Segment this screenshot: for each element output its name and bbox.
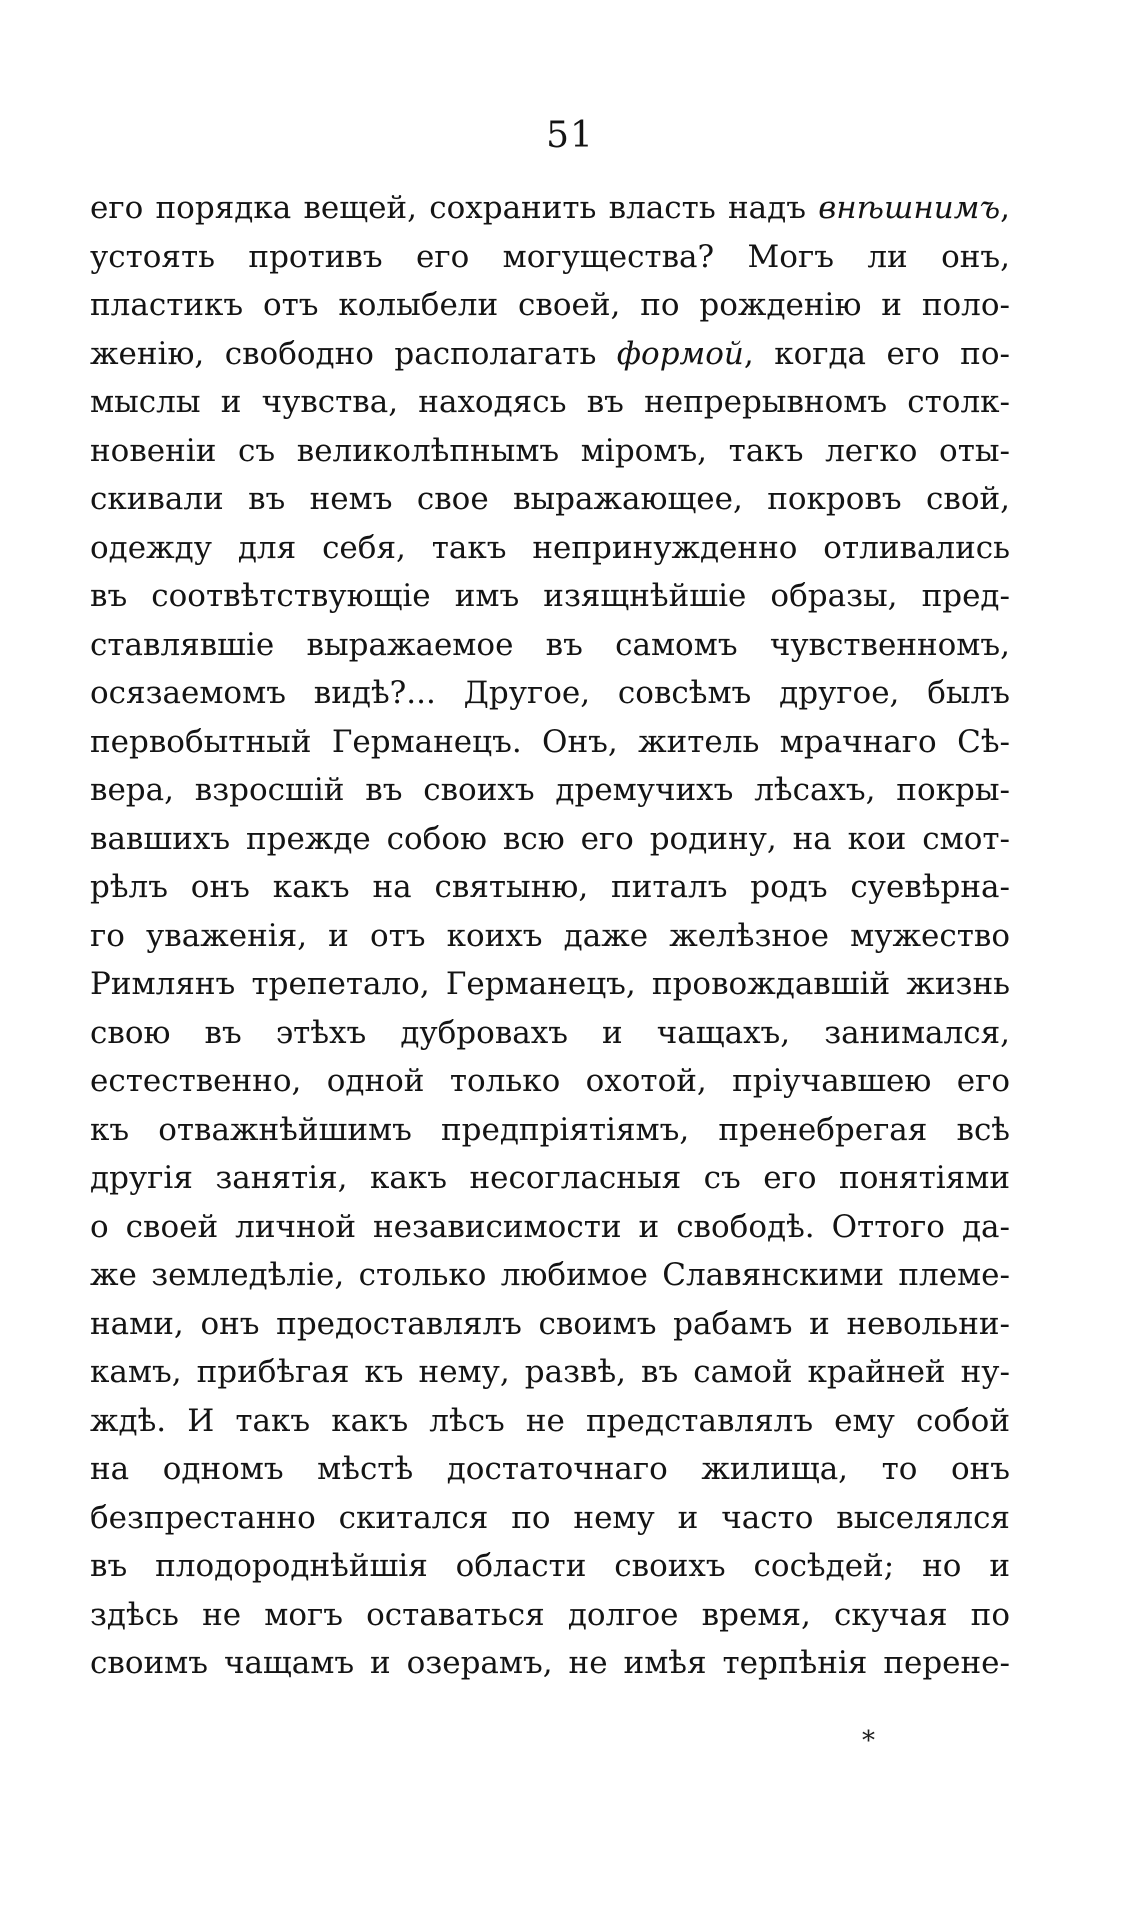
text-line [90,281,1010,330]
line-text: о своей личной независимости и свободѣ. Оттого да- [90,1208,1010,1245]
text-line [90,669,1010,718]
text-line [90,1397,1010,1446]
text-line [90,524,1010,573]
line-text: мыслы и чувства, находясь въ непрерывномъ столк- [90,384,1010,420]
text-line [90,1591,1010,1640]
text-line [90,1154,1010,1203]
italic-emphasis: внѣшнимъ [818,190,1001,226]
body-text [90,184,1010,1688]
line-text: ждѣ. И такъ какъ лѣсъ не представлялъ ему собой [90,1402,1010,1439]
text-line [90,184,1010,233]
text-line [90,572,1010,621]
italic-emphasis: формой [616,335,744,372]
text-line [90,718,1010,767]
line-text: же земледѣліе, столько любимое Славянскими племе- [90,1257,1010,1293]
line-text: женію, свободно располагать [90,335,617,372]
text-line [90,1057,1010,1106]
line-text: здѣсь не могъ оставаться долгое время, скучая по [90,1596,1010,1633]
line-text: естественно, одной только охотой, пріучавшею его [90,1063,1010,1099]
line-text: Римлянъ трепетало, Германецъ, провождавшій жизнь [90,966,1010,1002]
text-line [90,912,1010,961]
line-text: го уваженія, и отъ коихъ даже желѣзное мужество [90,917,1010,954]
text-line [90,1251,1010,1300]
line-text: камъ, прибѣгая къ нему, развѣ, въ самой крайней ну- [90,1354,1010,1390]
text-line [90,1009,1010,1058]
line-text: первобытный Германецъ. Онъ, житель мрачнаго Сѣ- [90,723,1010,760]
text-line [90,815,1010,864]
text-line [90,475,1010,524]
text-line [90,863,1010,912]
line-text: нами, онъ предоставлялъ своимъ рабамъ и невольни- [90,1305,1010,1342]
line-text: другія занятія, какъ несогласныя съ его понятіями [90,1160,1010,1196]
line-text: устоять противъ его могущества? Могъ ли онъ, [90,238,1010,275]
text-line [90,1106,1010,1155]
line-text: новеніи съ великолѣпнымъ міромъ, такъ легко оты- [90,432,1010,469]
text-line [90,621,1010,670]
line-text: одежду для себя, такъ непринужденно отливались [90,529,1010,566]
text-line [90,1348,1010,1397]
line-text: на одномъ мѣстѣ достаточнаго жилища, то онъ [90,1451,1010,1487]
line-text: въ плодороднѣйшія области своихъ сосѣдей; но и [90,1548,1010,1584]
text-line [90,960,1010,1009]
line-text-tail: , когда его по- [743,335,1010,372]
signature-mark: * [862,1726,875,1756]
text-line [90,330,1010,379]
line-text: пластикъ отъ колыбели своей, по рожденію и поло- [90,287,1010,323]
text-line [90,766,1010,815]
line-text: вера, взросшій въ своихъ дремучихъ лѣсахъ, покры- [90,772,1010,808]
text-line [90,1542,1010,1591]
line-text: вавшихъ прежде собою всю его родину, на кои смот- [90,820,1010,857]
line-text: своимъ чащамъ и озерамъ, не имѣя терпѣнія перене- [90,1645,1010,1681]
text-line [90,378,1010,427]
text-line [90,1639,1010,1688]
text-line [90,1300,1010,1349]
line-text: ставлявшіе выражаемое въ самомъ чувственномъ, [90,626,1010,663]
line-text: свою въ этѣхъ дубровахъ и чащахъ, занимался, [90,1014,1010,1051]
line-text: безпрестанно скитался по нему и часто выселялся [90,1499,1010,1536]
line-text: его порядка вещей, сохранить власть надъ [90,190,819,226]
line-text: въ соотвѣтствующіе имъ изящнѣйшіе образы, пред- [90,578,1010,614]
line-text: рѣлъ онъ какъ на святыню, питалъ родъ суевѣрна- [90,869,1010,905]
text-line [90,1494,1010,1543]
page-number: 51 [546,115,594,156]
text-line [90,1203,1010,1252]
text-line [90,427,1010,476]
text-line [90,233,1010,282]
line-text: осязаемомъ видѣ?... Другое, совсѣмъ другое, былъ [90,675,1010,711]
line-text-tail: , [1000,190,1010,226]
text-line [90,1445,1010,1494]
line-text: къ отважнѣйшимъ предпріятіямъ, пренебрегая всѣ [90,1111,1010,1148]
line-text: скивали въ немъ свое выражающее, покровъ свой, [90,481,1010,517]
